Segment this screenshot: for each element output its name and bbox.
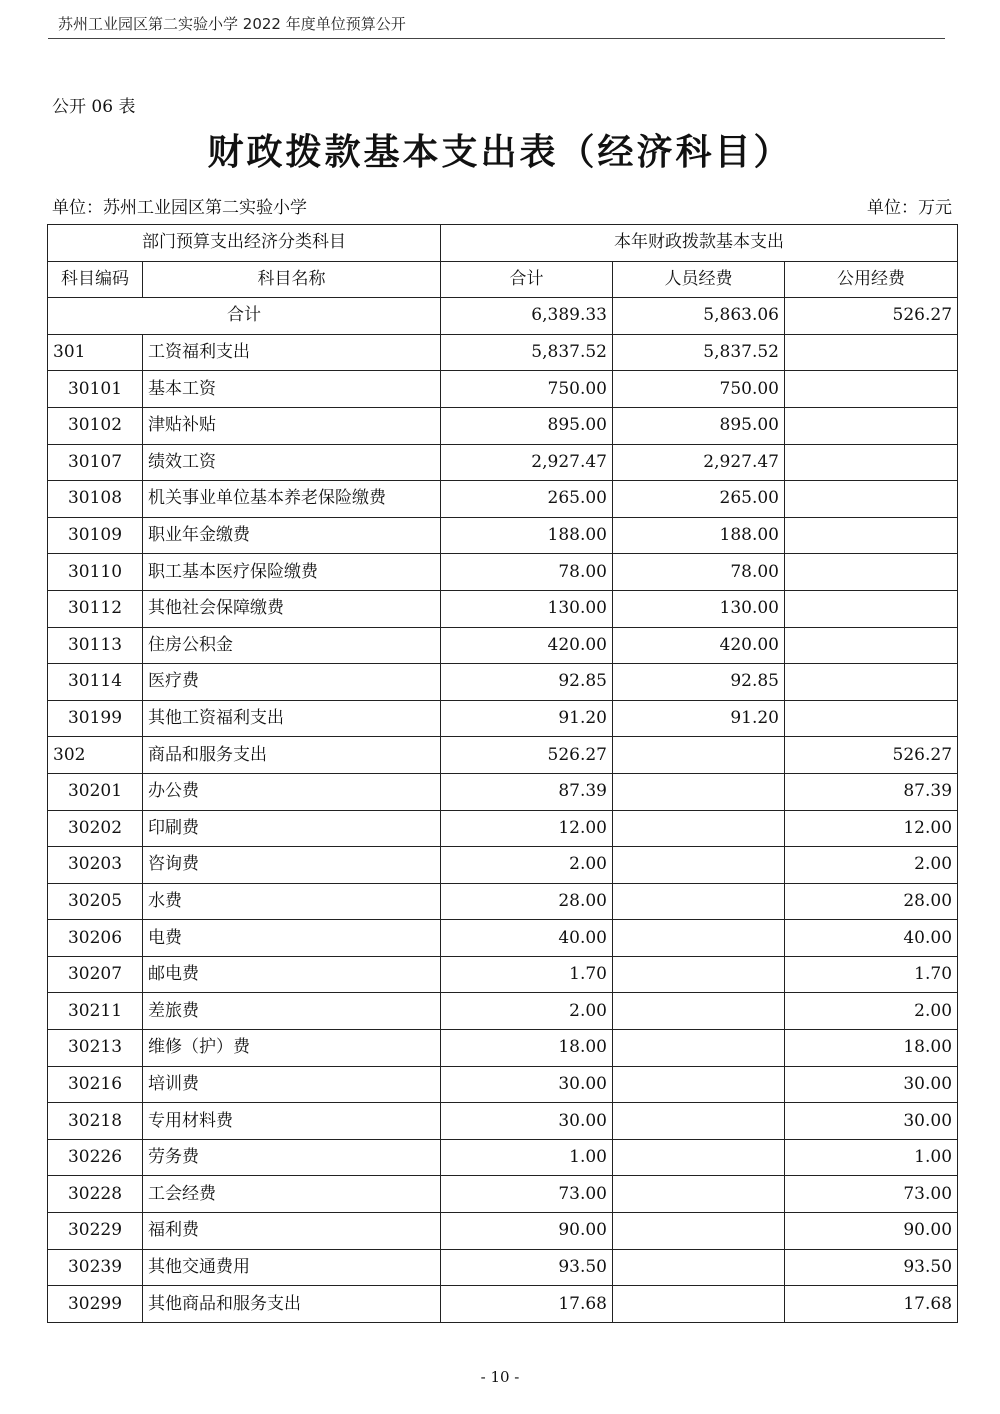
table-row: [48, 517, 958, 554]
row-personnel: 130.00: [613, 590, 785, 627]
row-name: 住房公积金: [143, 627, 441, 664]
row-personnel: 420.00: [613, 627, 785, 664]
table-row: [48, 1286, 958, 1323]
row-total: 1.00: [441, 1139, 613, 1176]
row-name: 邮电费: [143, 956, 441, 993]
row-code: 30299: [48, 1286, 143, 1323]
row-public: 1.70: [785, 956, 958, 993]
table-row: [48, 956, 958, 993]
row-name: 基本工资: [143, 371, 441, 408]
row-personnel: [613, 773, 785, 810]
row-code: 30108: [48, 481, 143, 518]
row-public: 93.50: [785, 1249, 958, 1286]
row-name: 水费: [143, 883, 441, 920]
row-name: 其他社会保障缴费: [143, 590, 441, 627]
row-total: 90.00: [441, 1213, 613, 1250]
table-row: [48, 1176, 958, 1213]
row-code: 30228: [48, 1176, 143, 1213]
row-total: 40.00: [441, 920, 613, 957]
row-name: 印刷费: [143, 810, 441, 847]
row-public: [785, 481, 958, 518]
table-row: [48, 1213, 958, 1250]
row-code: 30207: [48, 956, 143, 993]
row-code: 30205: [48, 883, 143, 920]
row-name: 津贴补贴: [143, 407, 441, 444]
page-number: - 10 -: [480, 1368, 520, 1386]
row-total: 28.00: [441, 883, 613, 920]
header-rule: [48, 38, 945, 39]
row-name: 其他交通费用: [143, 1249, 441, 1286]
table-row: [48, 407, 958, 444]
row-code: 30239: [48, 1249, 143, 1286]
column-header-total: 合计: [441, 261, 613, 298]
row-public: [785, 590, 958, 627]
row-total: 130.00: [441, 590, 613, 627]
budget-table: [47, 224, 958, 1323]
row-name: 工资福利支出: [143, 334, 441, 371]
row-total: 750.00: [441, 371, 613, 408]
row-public: 526.27: [785, 737, 958, 774]
row-total: 5,837.52: [441, 334, 613, 371]
row-public: 28.00: [785, 883, 958, 920]
table-row: [48, 481, 958, 518]
row-personnel: [613, 1213, 785, 1250]
row-public: [785, 554, 958, 591]
row-name: 职工基本医疗保险缴费: [143, 554, 441, 591]
row-personnel: 188.00: [613, 517, 785, 554]
total-row-personnel: 5,863.06: [613, 298, 785, 335]
row-public: 30.00: [785, 1103, 958, 1140]
row-name: 绩效工资: [143, 444, 441, 481]
row-personnel: 5,837.52: [613, 334, 785, 371]
row-name: 其他工资福利支出: [143, 700, 441, 737]
row-total: 2.00: [441, 847, 613, 884]
row-code: 30202: [48, 810, 143, 847]
page-title: 财政拨款基本支出表（经济科目）: [207, 132, 793, 173]
row-personnel: [613, 1103, 785, 1140]
group-header-classification: 部门预算支出经济分类科目: [48, 225, 441, 262]
total-row-label: 合计: [48, 298, 441, 335]
column-header-name: 科目名称: [143, 261, 441, 298]
table-row: [48, 1066, 958, 1103]
table-row: [48, 737, 958, 774]
row-code: 30216: [48, 1066, 143, 1103]
row-total: 12.00: [441, 810, 613, 847]
row-personnel: [613, 920, 785, 957]
row-public: 1.00: [785, 1139, 958, 1176]
row-public: 40.00: [785, 920, 958, 957]
table-row: [48, 810, 958, 847]
row-public: 18.00: [785, 1030, 958, 1067]
row-code: 30211: [48, 993, 143, 1030]
row-total: 526.27: [441, 737, 613, 774]
row-public: [785, 334, 958, 371]
row-total: 30.00: [441, 1103, 613, 1140]
row-public: [785, 627, 958, 664]
row-public: [785, 517, 958, 554]
row-personnel: 895.00: [613, 407, 785, 444]
row-code: 301: [48, 334, 143, 371]
row-name: 其他商品和服务支出: [143, 1286, 441, 1323]
row-code: 30206: [48, 920, 143, 957]
table-row: [48, 664, 958, 701]
table-row: [48, 334, 958, 371]
table-row: [48, 1139, 958, 1176]
row-public: 2.00: [785, 993, 958, 1030]
row-total: 17.68: [441, 1286, 613, 1323]
table-row: [48, 1249, 958, 1286]
row-total: 895.00: [441, 407, 613, 444]
row-code: 30109: [48, 517, 143, 554]
table-row: [48, 444, 958, 481]
row-total: 93.50: [441, 1249, 613, 1286]
row-public: 12.00: [785, 810, 958, 847]
table-row: [48, 1030, 958, 1067]
row-personnel: [613, 847, 785, 884]
row-name: 电费: [143, 920, 441, 957]
total-row-public: 526.27: [785, 298, 958, 335]
row-code: 30112: [48, 590, 143, 627]
row-name: 差旅费: [143, 993, 441, 1030]
table-number: 公开 06 表: [52, 97, 136, 117]
row-personnel: [613, 1066, 785, 1103]
row-code: 30218: [48, 1103, 143, 1140]
row-personnel: [613, 1030, 785, 1067]
column-header-personnel: 人员经费: [613, 261, 785, 298]
column-header-code: 科目编码: [48, 261, 143, 298]
row-name: 劳务费: [143, 1139, 441, 1176]
budget-table-body: [48, 225, 958, 1323]
row-public: 30.00: [785, 1066, 958, 1103]
row-personnel: [613, 883, 785, 920]
row-name: 机关事业单位基本养老保险缴费: [143, 481, 441, 518]
unit-organization: 单位：苏州工业园区第二实验小学: [52, 198, 307, 218]
row-personnel: 78.00: [613, 554, 785, 591]
row-total: 420.00: [441, 627, 613, 664]
table-row: [48, 773, 958, 810]
row-total: 78.00: [441, 554, 613, 591]
row-code: 30199: [48, 700, 143, 737]
table-row: [48, 371, 958, 408]
row-public: [785, 444, 958, 481]
row-total: 73.00: [441, 1176, 613, 1213]
row-code: 302: [48, 737, 143, 774]
group-header-basic-expenditure: 本年财政拨款基本支出: [441, 225, 958, 262]
row-personnel: [613, 1249, 785, 1286]
row-name: 职业年金缴费: [143, 517, 441, 554]
row-code: 30229: [48, 1213, 143, 1250]
table-row: [48, 883, 958, 920]
row-personnel: [613, 737, 785, 774]
row-total: 265.00: [441, 481, 613, 518]
row-public: [785, 371, 958, 408]
table-row: [48, 1103, 958, 1140]
row-total: 92.85: [441, 664, 613, 701]
row-public: 17.68: [785, 1286, 958, 1323]
row-name: 办公费: [143, 773, 441, 810]
row-personnel: [613, 956, 785, 993]
row-name: 商品和服务支出: [143, 737, 441, 774]
row-code: 30102: [48, 407, 143, 444]
table-row: [48, 993, 958, 1030]
table-row: [48, 627, 958, 664]
row-public: 73.00: [785, 1176, 958, 1213]
row-public: [785, 700, 958, 737]
row-personnel: 750.00: [613, 371, 785, 408]
row-personnel: 265.00: [613, 481, 785, 518]
row-public: 90.00: [785, 1213, 958, 1250]
table-row: [48, 554, 958, 591]
row-code: 30113: [48, 627, 143, 664]
row-code: 30201: [48, 773, 143, 810]
row-name: 维修（护）费: [143, 1030, 441, 1067]
row-code: 30226: [48, 1139, 143, 1176]
running-header: 苏州工业园区第二实验小学 2022 年度单位预算公开: [58, 15, 406, 33]
row-personnel: 92.85: [613, 664, 785, 701]
row-code: 30110: [48, 554, 143, 591]
row-name: 医疗费: [143, 664, 441, 701]
row-personnel: [613, 1176, 785, 1213]
row-code: 30213: [48, 1030, 143, 1067]
row-code: 30107: [48, 444, 143, 481]
row-name: 福利费: [143, 1213, 441, 1250]
row-total: 18.00: [441, 1030, 613, 1067]
row-total: 2,927.47: [441, 444, 613, 481]
row-personnel: 2,927.47: [613, 444, 785, 481]
row-total: 87.39: [441, 773, 613, 810]
column-header-row: [48, 261, 958, 298]
group-header-row: [48, 225, 958, 262]
row-total: 1.70: [441, 956, 613, 993]
row-public: [785, 407, 958, 444]
row-code: 30101: [48, 371, 143, 408]
column-header-public: 公用经费: [785, 261, 958, 298]
row-code: 30203: [48, 847, 143, 884]
row-personnel: [613, 810, 785, 847]
row-personnel: [613, 993, 785, 1030]
table-row: [48, 700, 958, 737]
row-public: 2.00: [785, 847, 958, 884]
row-name: 培训费: [143, 1066, 441, 1103]
row-public: [785, 664, 958, 701]
row-total: 91.20: [441, 700, 613, 737]
table-row: [48, 590, 958, 627]
row-total: 2.00: [441, 993, 613, 1030]
row-total: 188.00: [441, 517, 613, 554]
total-row-total: 6,389.33: [441, 298, 613, 335]
row-public: 87.39: [785, 773, 958, 810]
row-total: 30.00: [441, 1066, 613, 1103]
row-code: 30114: [48, 664, 143, 701]
table-row: [48, 920, 958, 957]
total-row: [48, 298, 958, 335]
row-personnel: [613, 1286, 785, 1323]
table-row: [48, 847, 958, 884]
unit-currency: 单位：万元: [867, 198, 952, 218]
row-personnel: [613, 1139, 785, 1176]
row-personnel: 91.20: [613, 700, 785, 737]
row-name: 工会经费: [143, 1176, 441, 1213]
row-name: 专用材料费: [143, 1103, 441, 1140]
row-name: 咨询费: [143, 847, 441, 884]
